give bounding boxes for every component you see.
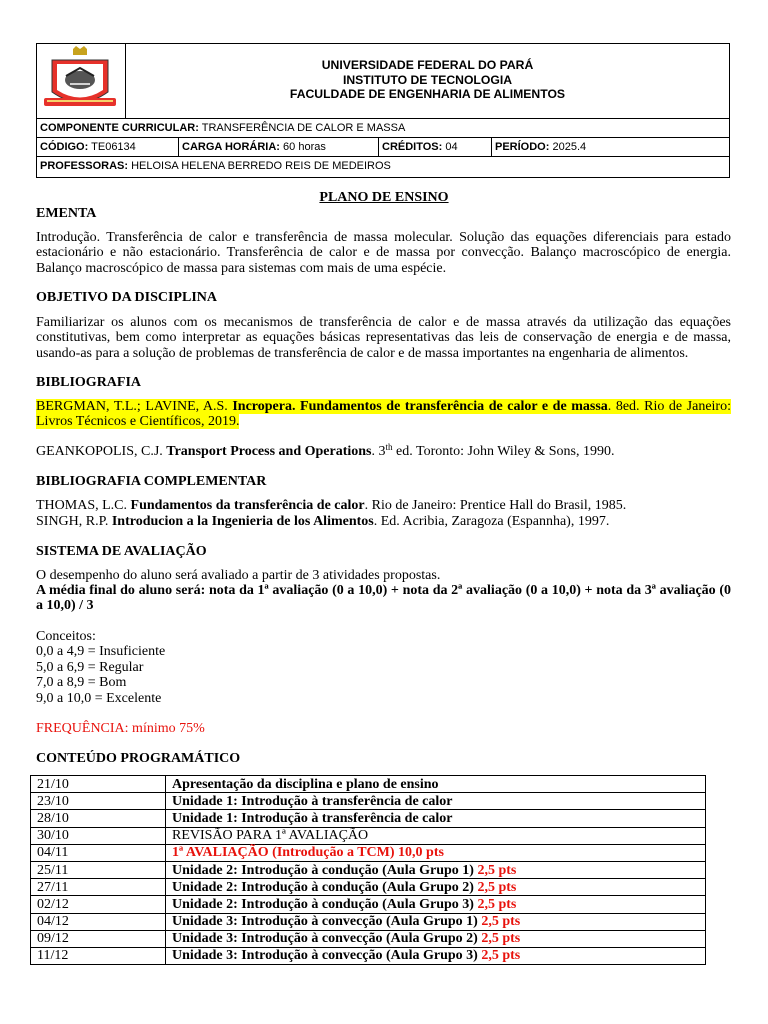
row-text: 1ª AVALIAÇÃO (Introdução a TCM) 10,0 pts: [172, 845, 444, 861]
bib-comp-ref2-authors: SINGH, R.P.: [36, 514, 112, 529]
carga-label: CARGA HORÁRIA:: [182, 141, 280, 153]
conceito-item: 5,0 a 6,9 = Regular: [36, 660, 144, 675]
table-row: [31, 861, 706, 878]
row-text: Unidade 1: Introdução à transferência de calor: [172, 793, 453, 809]
row-date: 09/12: [31, 930, 166, 947]
bib-comp-ref2-title: Introducion a la Ingenieria de los Alimentos: [111, 514, 374, 529]
row-text: Unidade 3: Introdução à convecção (Aula Grupo 1): [172, 914, 482, 930]
professoras-value: HELOISA HELENA BERREDO REIS DE MEDEIROS: [131, 160, 391, 172]
table-row: [31, 793, 706, 810]
componente-label: COMPONENTE CURRICULAR:: [40, 122, 199, 134]
ref2-title: Transport Process and Operations: [166, 444, 372, 459]
table-row: [31, 810, 706, 827]
bib-comp-ref-1: [36, 498, 626, 514]
professoras-label: PROFESSORAS:: [40, 160, 129, 172]
row-content: [166, 810, 706, 827]
row-points: 2,5 pts: [481, 931, 521, 947]
row-date: 27/11: [31, 879, 166, 896]
row-points: 2,5 pts: [481, 948, 521, 964]
professoras-row: [37, 157, 729, 175]
row-content: [166, 879, 706, 896]
objetivo-heading: OBJETIVO DA DISCIPLINA: [36, 290, 217, 305]
row-content: [166, 776, 706, 793]
avaliacao-heading: SISTEMA DE AVALIAÇÃO: [36, 544, 207, 559]
table-row: [31, 879, 706, 896]
bibliografia-heading: BIBLIOGRAFIA: [36, 375, 142, 390]
conteudo-table: [30, 775, 706, 965]
ref2-mid: . 3: [371, 444, 386, 459]
bibliografia-ref-2: [36, 444, 614, 460]
row-content: [166, 827, 706, 844]
table-row: [31, 776, 706, 793]
ementa-text: Introdução. Transferência de calor e transferência de massa molecular. Solução das equações diferenciais para estado estacionário e não estacionário. Transferência de calor e de massa por convecção. Balanço macroscópico de energia. Balanço macroscópico de massa para sistemas com mais de uma espécie.: [36, 230, 731, 276]
bib-comp-ref2-rest: . Ed. Acribia, Zaragoza (Espannha), 1997.: [373, 514, 610, 529]
codigo-label: CÓDIGO:: [40, 141, 89, 153]
row-date: 04/12: [31, 913, 166, 930]
row-date: 02/12: [31, 896, 166, 913]
table-row: [31, 930, 706, 947]
ref1-authors: BERGMAN, T.L.; LAVINE, A.S.: [36, 399, 233, 414]
avaliacao-media: A média final do aluno será: nota da 1ª avaliação (0 a 10,0) + nota da 2ª avaliação (0 a 10,0) + nota da 3ª avaliação (0 a 10,0) / 3: [36, 583, 731, 614]
componente-value: TRANSFERÊNCIA DE CALOR E MASSA: [201, 122, 406, 134]
row-date: 04/11: [31, 844, 166, 861]
objetivo-text: Familiarizar os alunos com os mecanismos de transferência de calor e de massa através da utilização das equações constitutivas, bem como interpretar as equações básicas representativas das leis de conservação de energia e de massa, usando-as para a solução de problemas de transferência de calor e de massa importantes na engenharia de alimentos.: [36, 315, 731, 361]
table-row: [31, 844, 706, 861]
header-box: [36, 43, 730, 178]
codigo-row: [37, 138, 729, 157]
row-text: Unidade 2: Introdução à condução (Aula Grupo 1): [172, 862, 478, 878]
creditos-value: 04: [445, 141, 458, 153]
institution-block: [126, 58, 729, 102]
bib-comp-ref1-title: Fundamentos da transferência de calor: [130, 498, 365, 513]
table-row: [31, 947, 706, 964]
row-date: 28/10: [31, 810, 166, 827]
table-row: [31, 896, 706, 913]
row-date: 11/12: [31, 947, 166, 964]
periodo-label: PERÍODO:: [495, 141, 550, 153]
row-points: 2,5 pts: [477, 896, 517, 912]
row-content: [166, 930, 706, 947]
periodo-value: 2025.4: [552, 141, 587, 153]
bibliografia-ref-1: [36, 399, 731, 430]
row-content: [166, 861, 706, 878]
ref2-authors: GEANKOPOLIS, C.J.: [36, 444, 167, 459]
table-row: [31, 827, 706, 844]
carga-value: 60 horas: [283, 141, 326, 153]
ementa-heading: EMENTA: [36, 206, 97, 221]
bib-comp-ref1-rest: . Rio de Janeiro: Prentice Hall do Brasil, 1985.: [364, 498, 627, 513]
row-text: Unidade 3: Introdução à convecção (Aula Grupo 2): [172, 931, 482, 947]
avaliacao-intro: O desempenho do aluno será avaliado a partir de 3 atividades propostas.: [36, 568, 441, 583]
conceito-item: 0,0 a 4,9 = Insuficiente: [36, 644, 166, 659]
frequencia-text: FREQUÊNCIA: mínimo 75%: [36, 721, 205, 736]
row-content: [166, 844, 706, 861]
table-row: [31, 913, 706, 930]
row-text: Unidade 1: Introdução à transferência de calor: [172, 810, 453, 826]
componente-row: [37, 119, 729, 138]
institution-line-2: INSTITUTO DE TECNOLOGIA: [342, 72, 513, 87]
row-points: 2,5 pts: [477, 879, 517, 895]
row-content: [166, 947, 706, 964]
ref1-rest: . 8ed. Rio de Janeiro: Livros Técnicos e Científicos, 2019.: [36, 399, 731, 430]
row-text: REVISÃO PARA 1ª AVALIAÇÃO: [172, 828, 369, 844]
row-content: [166, 896, 706, 913]
header-top: [37, 44, 729, 119]
bib-comp-heading: BIBLIOGRAFIA COMPLEMENTAR: [36, 474, 267, 489]
logo-cell: [37, 44, 126, 118]
row-text: Apresentação da disciplina e plano de ensino: [172, 776, 439, 792]
ref2-rest: ed. Toronto: John Wiley & Sons, 1990.: [392, 444, 615, 459]
page-title: PLANO DE ENSINO: [319, 190, 449, 205]
row-date: 30/10: [31, 827, 166, 844]
row-date: 25/11: [31, 861, 166, 878]
bib-comp-ref-2: [36, 514, 609, 530]
row-points: 2,5 pts: [477, 862, 517, 878]
institution-line-3: FACULDADE DE ENGENHARIA DE ALIMENTOS: [289, 87, 566, 102]
row-date: 23/10: [31, 793, 166, 810]
institution-line-1: UNIVERSIDADE FEDERAL DO PARÁ: [321, 58, 534, 72]
row-text: Unidade 2: Introdução à condução (Aula Grupo 2): [172, 879, 478, 895]
conceitos-label: Conceitos:: [36, 629, 96, 644]
row-date: 21/10: [31, 776, 166, 793]
row-points: 2,5 pts: [481, 914, 521, 930]
row-text: Unidade 2: Introdução à condução (Aula Grupo 3): [172, 896, 478, 912]
row-content: [166, 793, 706, 810]
university-seal-icon: [40, 46, 120, 116]
row-content: [166, 913, 706, 930]
conceito-item: 9,0 a 10,0 = Excelente: [36, 691, 162, 706]
row-text: Unidade 3: Introdução à convecção (Aula Grupo 3): [172, 948, 482, 964]
ref1-title: Incropera. Fundamentos de transferência de calor e de massa: [232, 399, 608, 414]
ref2-sup: th: [385, 442, 393, 452]
bib-comp-ref1-authors: THOMAS, L.C.: [36, 498, 131, 513]
conteudo-heading: CONTEÚDO PROGRAMÁTICO: [36, 751, 241, 766]
codigo-value: TE06134: [91, 141, 136, 153]
creditos-label: CRÉDITOS:: [382, 141, 443, 153]
conceito-item: 7,0 a 8,9 = Bom: [36, 675, 127, 690]
